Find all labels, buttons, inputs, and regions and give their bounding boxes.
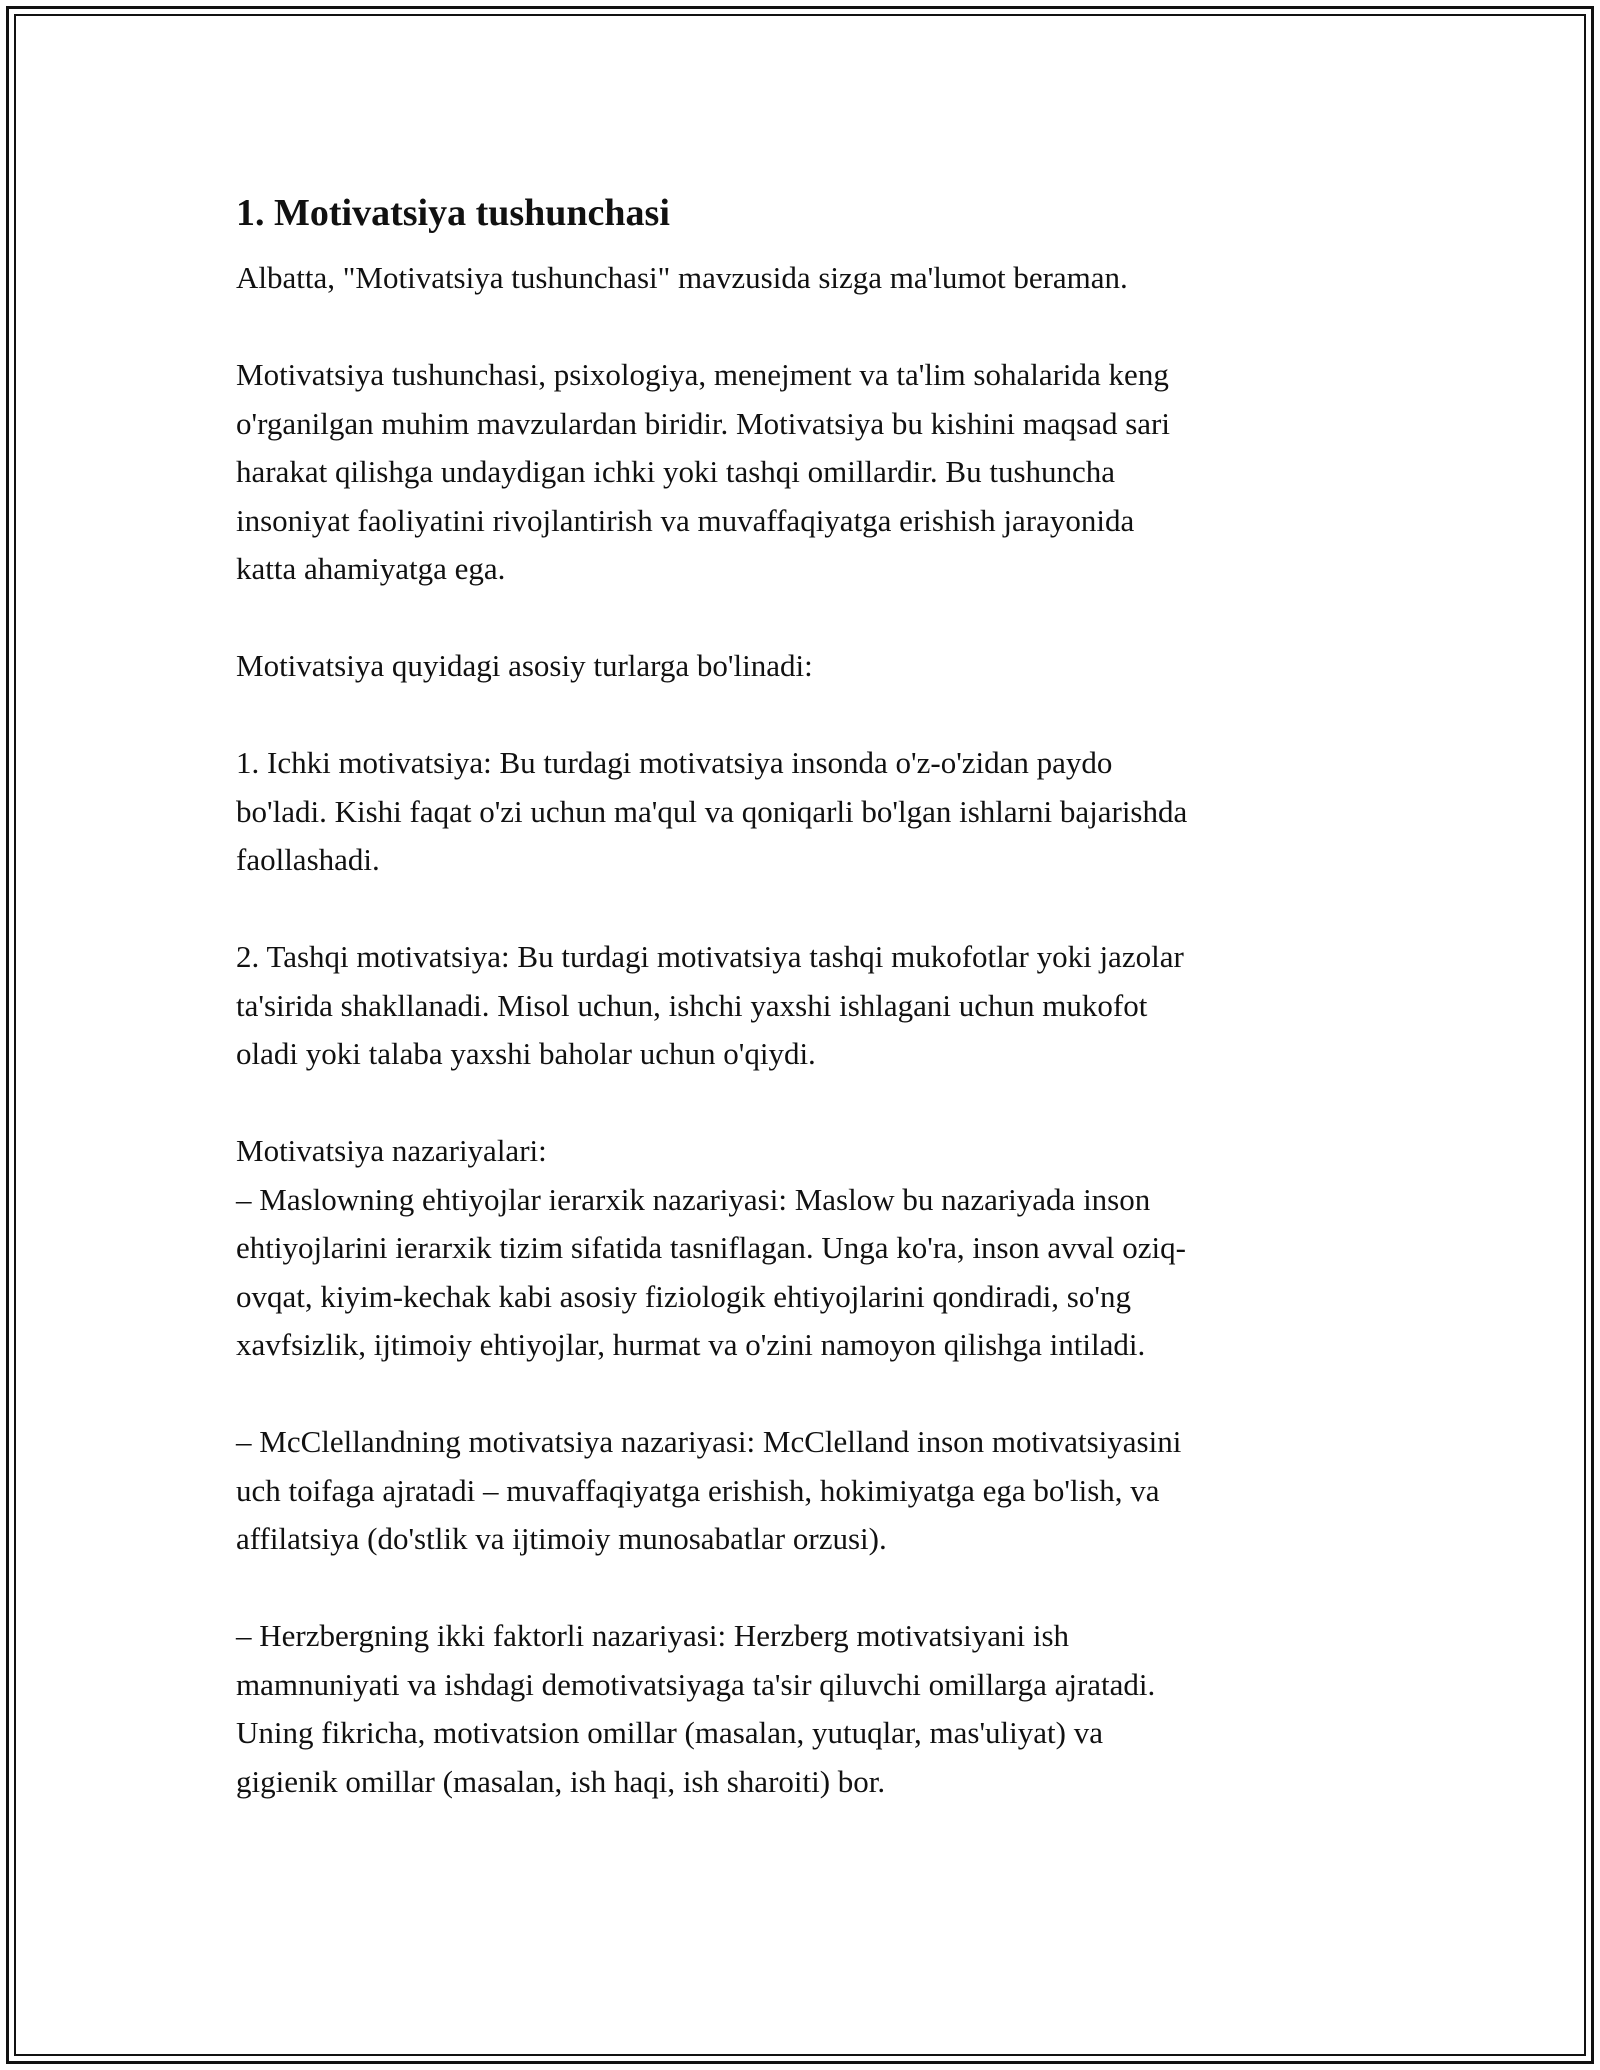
types-intro-paragraph: Motivatsiya quyidagi asosiy turlarga bo'linadi: (236, 648, 813, 683)
document-body (236, 186, 1376, 1806)
maslow-theory-paragraph: Motivatsiya nazariyalari: – Maslowning ehtiyojlar ierarxik nazariyasi: Maslow bu nazariyada inson ehtiyojlarini ierarxik tizim sifatida tasniflagan. Unga ko'ra, inson avval oziq- ovqat, kiyim-kechak kabi asosiy fiziologik ehtiyojlarini qondiradi, so'ng xavfsizlik, ijtimoiy ehtiyojlar, hurmat va o'zini namoyon qilishga intiladi. (236, 1133, 1186, 1362)
mcclelland-theory-paragraph: – McClellandning motivatsiya nazariyasi: McClelland inson motivatsiyasini uch toifaga ajratadi – muvaffaqiyatga erishish, hokimiyatga ega bo'lish, va affilatsiya (do'stlik va ijtimoiy munosabatlar orzusi). (236, 1424, 1182, 1556)
definition-paragraph: Motivatsiya tushunchasi, psixologiya, menejment va ta'lim sohalarida keng o'rganilgan muhim mavzulardan biridir. Motivatsiya bu kishini maqsad sari harakat qilishga undaydigan ichki yoki tashqi omillardir. Bu tushuncha insoniyat faoliyatini rivojlantirish va muvaffaqiyatga erishish jarayonida katta ahamiyatga ega. (236, 357, 1170, 586)
intro-paragraph: Albatta, "Motivatsiya tushunchasi" mavzusida sizga ma'lumot beraman. (236, 260, 1128, 295)
intrinsic-motivation-paragraph: 1. Ichki motivatsiya: Bu turdagi motivatsiya insonda o'z-o'zidan paydo bo'ladi. Kishi faqat o'zi uchun ma'qul va qoniqarli bo'lgan ishlarni bajarishda faollashadi. (236, 745, 1188, 877)
extrinsic-motivation-paragraph: 2. Tashqi motivatsiya: Bu turdagi motivatsiya tashqi mukofotlar yoki jazolar ta'sirida shakllanadi. Misol uchun, ishchi yaxshi ishlagani uchun mukofot oladi yoki talaba yaxshi baholar uchun o'qiydi. (236, 939, 1184, 1071)
document-title: 1. Motivatsiya tushunchasi (236, 192, 670, 234)
herzberg-theory-paragraph: – Herzbergning ikki faktorli nazariyasi: Herzberg motivatsiyani ish mamnuniyati va ishdagi demotivatsiyaga ta'sir qiluvchi omillarga ajratadi. Uning fikricha, motivatsion omillar (masalan, yutuqlar, mas'uliyat) va gigienik omillar (masalan, ish haqi, ish sharoiti) bor. (236, 1618, 1156, 1799)
